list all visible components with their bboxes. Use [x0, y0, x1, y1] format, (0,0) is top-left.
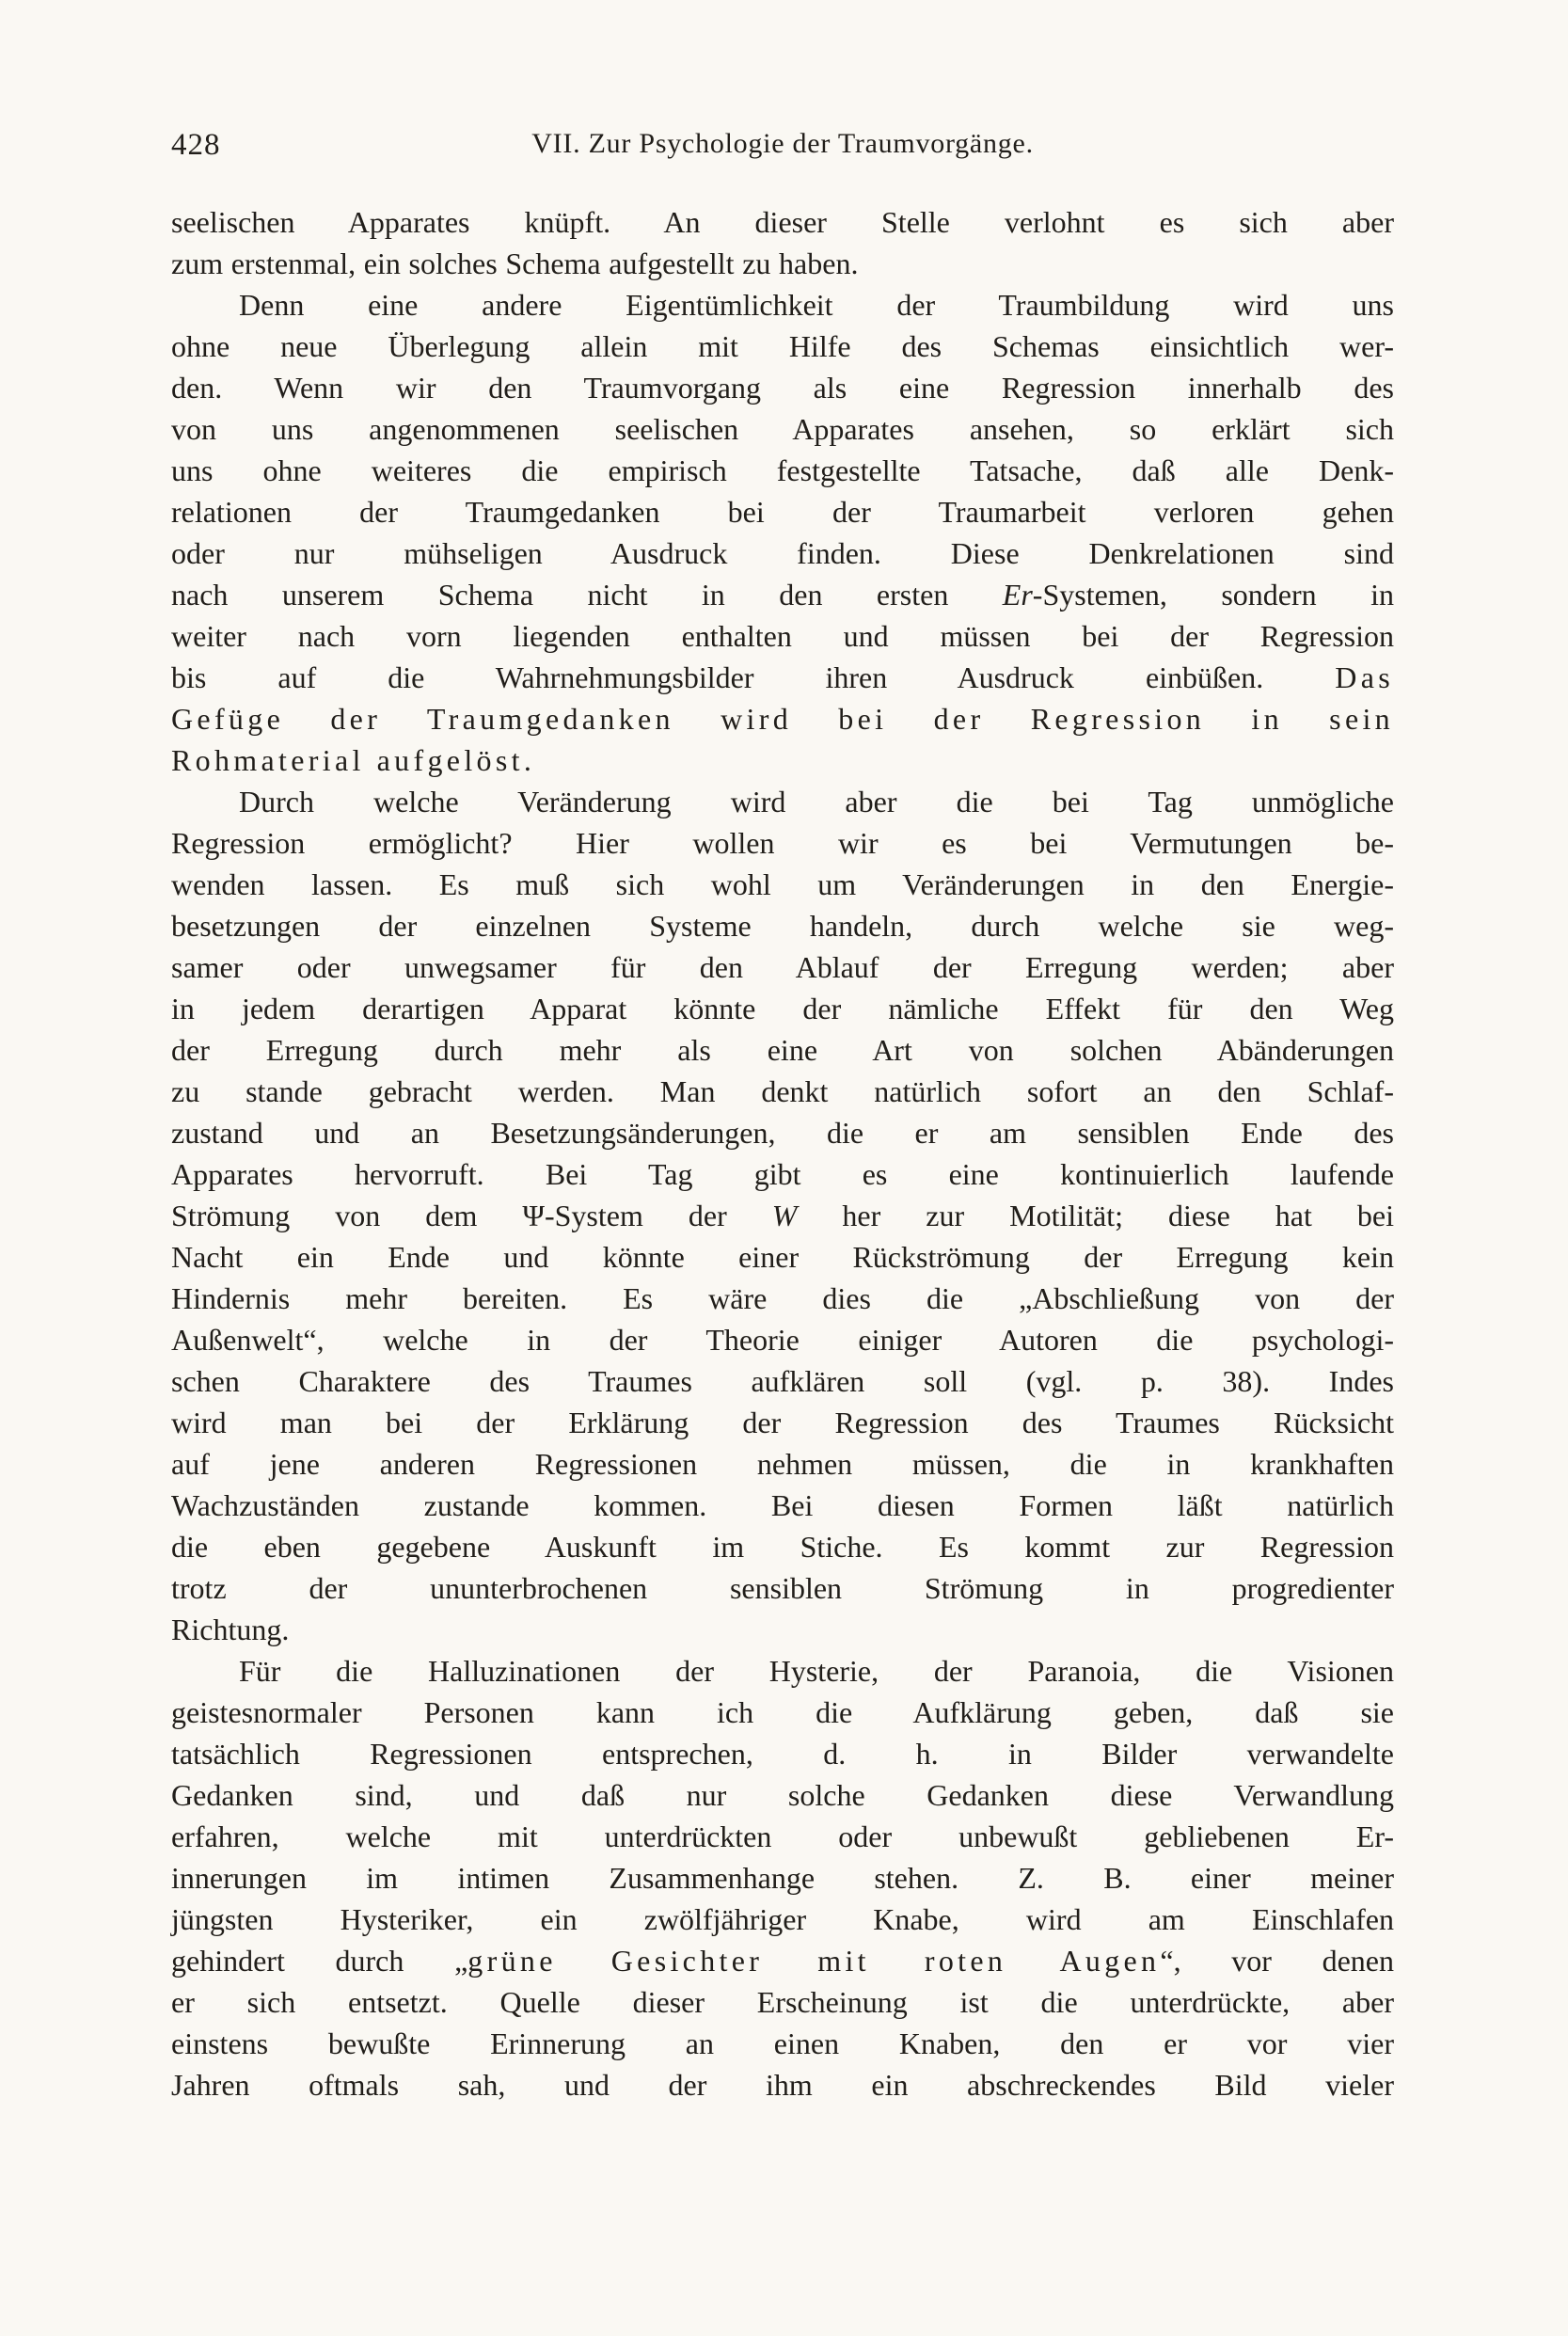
- text-line: [171, 1733, 1394, 1774]
- page-number: 428: [171, 128, 221, 162]
- paragraph: [171, 1650, 1394, 2106]
- text-line: [171, 1692, 1394, 1733]
- text-line: [171, 615, 1394, 657]
- text-segment: erfahren, welche mit unterdrückten oder unbewußt gebliebenen Er-: [171, 1820, 1394, 1853]
- text-segment: die eben gegebene Auskunft im Stiche. Es kommt zur Regression: [171, 1530, 1394, 1564]
- text-segment: ohne neue Überlegung allein mit Hilfe des Schemas einsichtlich wer-: [171, 329, 1394, 363]
- text-line: [171, 1774, 1394, 1816]
- text-line: [171, 1236, 1394, 1278]
- text-segment: -Systemen, sondern in: [1032, 578, 1395, 612]
- text-segment: tatsächlich Regressionen entsprechen, d. h. in Bilder verwandelte: [171, 1737, 1394, 1771]
- text-line: [171, 657, 1394, 698]
- text-segment: auf jene anderen Regressionen nehmen müssen, die in krankhaften: [171, 1447, 1394, 1481]
- text-line: [171, 491, 1394, 532]
- text-line: [171, 1071, 1394, 1112]
- emphasized-spaced-text: Rohmaterial aufgelöst.: [171, 743, 536, 777]
- text-segment: Apparates hervorruft. Bei Tag gibt es eine kontinuierlich laufende: [171, 1157, 1394, 1191]
- text-segment: wenden lassen. Es muß sich wohl um Veränderungen in den Energie-: [171, 867, 1394, 901]
- text-segment: relationen der Traumgedanken bei der Traumarbeit verloren gehen: [171, 495, 1394, 529]
- text-line: [171, 2023, 1394, 2064]
- text-line: [171, 450, 1394, 491]
- text-segment: Richtung.: [171, 1613, 290, 1646]
- text-line: [171, 1029, 1394, 1071]
- text-segment: jüngsten Hysteriker, ein zwölfjähriger Knabe, wird am Einschlafen: [171, 1902, 1394, 1936]
- text-line: [171, 1319, 1394, 1360]
- text-segment: von uns angenommenen seelischen Apparates ansehen, so erklärt sich: [171, 412, 1394, 446]
- text-segment: wird man bei der Erklärung der Regression des Traumes Rücksicht: [171, 1406, 1394, 1439]
- paragraph: [171, 781, 1394, 1650]
- text-segment: Gedanken sind, und daß nur solche Gedanken diese Verwandlung: [171, 1778, 1394, 1812]
- text-line: [171, 532, 1394, 574]
- text-line: [171, 1899, 1394, 1940]
- text-segment: oder nur mühseligen Ausdruck finden. Diese Denkrelationen sind: [171, 536, 1394, 570]
- text-segment: trotz der ununterbrochenen sensiblen Strömung in progredienter: [171, 1571, 1394, 1605]
- text-line: [171, 1360, 1394, 1402]
- text-segment: einstens bewußte Erinnerung an einen Knaben, den er vor vier: [171, 2026, 1394, 2060]
- text-line: [171, 408, 1394, 450]
- text-segment: zu stande gebracht werden. Man denkt natürlich sofort an den Schlaf-: [171, 1074, 1394, 1108]
- text-segment: Wachzuständen zustande kommen. Bei diesen Formen läßt natürlich: [171, 1488, 1394, 1522]
- text-line: [171, 1940, 1394, 1981]
- text-segment: geistesnormaler Personen kann ich die Aufklärung geben, daß sie: [171, 1695, 1394, 1729]
- emphasized-spaced-text: grüne Gesichter mit roten Augen: [467, 1944, 1161, 1978]
- text-segment: Durch welche Veränderung wird aber die bei Tag unmögliche: [239, 785, 1394, 818]
- text-segment: her zur Motilität; diese hat bei: [797, 1199, 1394, 1232]
- text-line: [171, 822, 1394, 864]
- text-line: [171, 1278, 1394, 1319]
- text-segment: Für die Halluzinationen der Hysterie, der Paranoia, die Visionen: [239, 1654, 1394, 1688]
- text-segment: bis auf die Wahrnehmungsbilder ihren Ausdruck einbüßen.: [171, 660, 1336, 694]
- text-line: [171, 698, 1394, 739]
- text-segment: uns ohne weiteres die empirisch festgestellte Tatsache, daß alle Denk-: [171, 453, 1394, 487]
- text-line: [171, 781, 1394, 822]
- italic-text: Er: [1002, 578, 1033, 612]
- text-line: [171, 864, 1394, 905]
- text-segment: schen Charaktere des Traumes aufklären soll (vgl. p. 38). Indes: [171, 1364, 1394, 1398]
- text-line: [171, 2064, 1394, 2106]
- text-line: [171, 284, 1394, 326]
- paragraph: [171, 284, 1394, 781]
- paragraph: [171, 201, 1394, 284]
- text-segment: den. Wenn wir den Traumvorgang als eine Regression innerhalb des: [171, 371, 1394, 405]
- text-line: [171, 367, 1394, 408]
- text-segment: zustand und an Besetzungsänderungen, die er am sensiblen Ende des: [171, 1116, 1394, 1150]
- text-line: [171, 326, 1394, 367]
- text-segment: innerungen im intimen Zusammenhange stehen. Z. B. einer meiner: [171, 1861, 1394, 1895]
- text-segment: Außenwelt“, welche in der Theorie einiger Autoren die psychologi-: [171, 1323, 1394, 1357]
- text-line: [171, 1650, 1394, 1692]
- text-line: [171, 201, 1394, 243]
- text-line: [171, 1153, 1394, 1195]
- text-line: [171, 1402, 1394, 1443]
- running-head: [171, 128, 1394, 169]
- text-segment: er sich entsetzt. Quelle dieser Erscheinung ist die unterdrückte, aber: [171, 1985, 1394, 2019]
- text-segment: Strömung von dem Ψ-System der: [171, 1199, 772, 1232]
- text-segment: Regression ermöglicht? Hier wollen wir es bei Vermutungen be-: [171, 826, 1394, 860]
- text-line: [171, 1443, 1394, 1485]
- emphasized-spaced-text: Das: [1335, 660, 1394, 694]
- text-line: [171, 1526, 1394, 1567]
- text-segment: in jedem derartigen Apparat könnte der nämliche Effekt für den Weg: [171, 992, 1394, 1025]
- chapter-running-title: VII. Zur Psychologie der Traumvorgänge.: [531, 128, 1034, 159]
- text-segment: Nacht ein Ende und könnte einer Rückströmung der Erregung kein: [171, 1240, 1394, 1274]
- italic-text: W: [771, 1199, 798, 1232]
- text-segment: “, vor denen: [1160, 1944, 1395, 1978]
- text-line: [171, 988, 1394, 1029]
- text-line: [171, 1981, 1394, 2023]
- text-line: [171, 1857, 1394, 1899]
- text-line: [171, 1485, 1394, 1526]
- text-segment: der Erregung durch mehr als eine Art von solchen Abänderungen: [171, 1033, 1394, 1067]
- text-segment: seelischen Apparates knüpft. An dieser Stelle verlohnt es sich aber: [171, 205, 1394, 239]
- text-segment: weiter nach vorn liegenden enthalten und müssen bei der Regression: [171, 619, 1394, 653]
- text-segment: Jahren oftmals sah, und der ihm ein abschreckendes Bild vieler: [171, 2068, 1394, 2102]
- text-segment: zum erstenmal, ein solches Schema aufgestellt zu haben.: [171, 246, 859, 280]
- text-line: [171, 905, 1394, 946]
- text-line: [171, 574, 1394, 615]
- text-segment: Denn eine andere Eigentümlichkeit der Traumbildung wird uns: [239, 288, 1394, 322]
- text-segment: gehindert durch „: [171, 1944, 468, 1978]
- emphasized-spaced-text: Gefüge der Traumgedanken wird bei der Regression in sein: [171, 702, 1394, 736]
- text-line: [171, 243, 1394, 284]
- text-line: [171, 1195, 1394, 1236]
- text-line: [171, 1567, 1394, 1609]
- text-segment: besetzungen der einzelnen Systeme handeln, durch welche sie weg-: [171, 909, 1394, 943]
- text-segment: Hindernis mehr bereiten. Es wäre dies die „Abschließung von der: [171, 1281, 1394, 1315]
- text-segment: samer oder unwegsamer für den Ablauf der Erregung werden; aber: [171, 950, 1394, 984]
- text-line: [171, 1609, 1394, 1650]
- text-line: [171, 1816, 1394, 1857]
- text-line: [171, 946, 1394, 988]
- text-line: [171, 739, 1394, 781]
- text-segment: nach unserem Schema nicht in den ersten: [171, 578, 1003, 612]
- text-line: [171, 1112, 1394, 1153]
- page-body: [171, 201, 1394, 2106]
